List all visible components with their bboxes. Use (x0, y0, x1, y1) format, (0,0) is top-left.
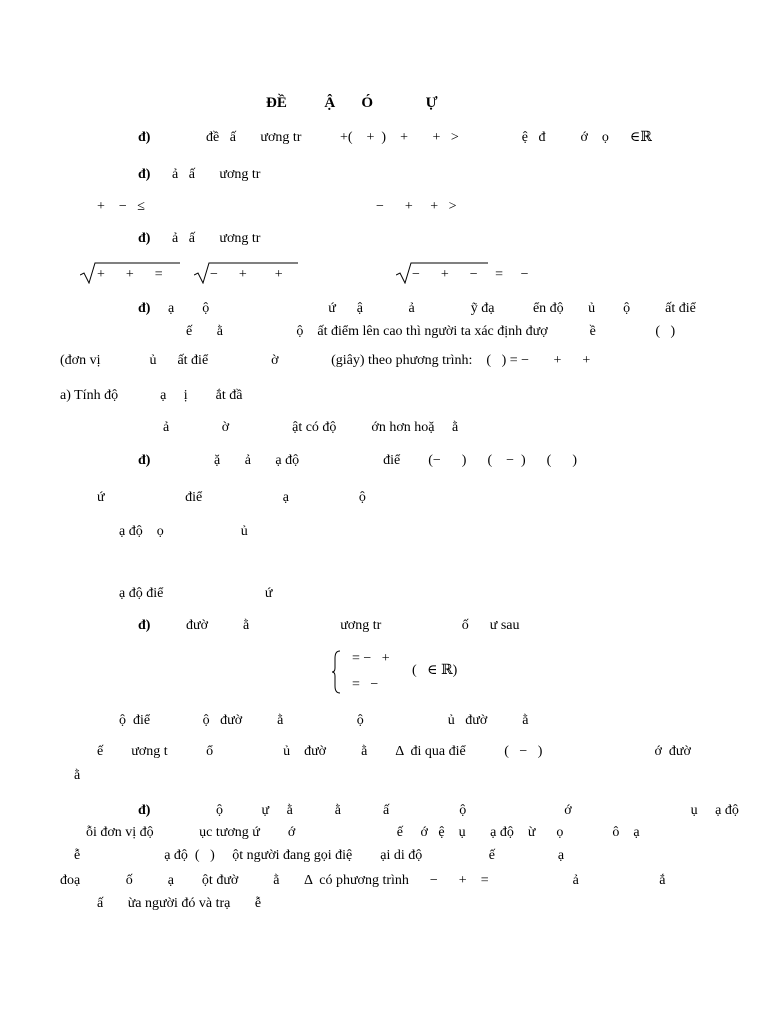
problem-4-text-1: ạ ộ ứ ậ ả ỹ đạ ển độ ủ ộ ất điể (168, 301, 696, 316)
problem-7-text-4: đoạ ố ạ ột đườ ằ Δ có phương trình − + = ả ắ (60, 873, 666, 888)
problem-7-label: đ) (138, 803, 151, 818)
problem-7-text-3: ễ ạ độ ( ) ột người đang gọi điệ ại di độ ế ạ (74, 848, 565, 863)
problem-6-part-a: ộ điể ộ đườ ằ ộ ủ đườ ằ (119, 713, 529, 728)
problem-5-part-b: ạ độ ọ ủ (119, 524, 248, 539)
problem-4-text-2: ế ằ ộ ất điểm lên cao thì người ta xác định đượ ề ( ) (186, 324, 676, 339)
problem-5-text: ặ ả ạ độ điể (− ) ( − ) ( ) (214, 453, 578, 468)
problem-6-part-b-cont: ằ (74, 768, 81, 783)
problem-3-text: ả ấ ương tr (172, 231, 261, 246)
problem-6-text: đườ ằ ương tr ố ư sau (186, 618, 520, 633)
problem-1-label: đ) (138, 130, 151, 145)
problem-5-part-c: ạ độ điể ứ (119, 586, 273, 601)
problem-2-inequalities: + − ≤ − + + > (97, 199, 457, 214)
problem-2-label: đ) (138, 167, 151, 182)
problem-7-text-1: ộ ự ằ ằ ấ ộ ớ ụ ạ độ (216, 803, 739, 818)
problem-1-text: đề ấ ương tr +( + ) + + > ệ đ ớ ọ ∈ℝ (206, 130, 652, 145)
problem-6-label: đ) (138, 618, 151, 633)
problem-4-part-b: ả ờ ật có độ ớn hơn hoặ ằ (163, 420, 459, 435)
exam-title: ĐỀ Ậ Ó Ự (266, 95, 438, 111)
parameter-domain: ( ∈ ℝ) (412, 663, 458, 678)
problem-5-part-a: ứ điể ạ ộ (97, 490, 366, 505)
system-equation-1: = − + (352, 651, 390, 666)
problem-7-text-2: ỗi đơn vị độ ục tương ứ ớ ế ớ ệ ụ ạ độ ừ ọ ô ạ (86, 825, 640, 840)
problem-7-text-5: ấ ừa người đó và trạ ễ (97, 896, 262, 911)
system-equation-2: = − (352, 677, 379, 692)
problem-5-label: đ) (138, 453, 151, 468)
problem-4-part-a: a) Tính độ ạ ị ắt đầ (60, 388, 243, 403)
system-brace (331, 650, 341, 694)
problem-4-text-3: (đơn vị ủ ất điể ờ (giây) theo phương trình: ( ) = − + + (60, 353, 591, 368)
equation-3a-right: − + + (210, 267, 283, 282)
problem-4-label: đ) (138, 301, 151, 316)
problem-3-label: đ) (138, 231, 151, 246)
equation-3b: − + − = − (412, 267, 529, 282)
problem-2-text: ả ấ ương tr (172, 167, 261, 182)
equation-3a-left: + + = (97, 267, 167, 282)
problem-6-part-b: ế ương t ổ ủ đườ ằ Δ đi qua điể ( − ) ớ đườ (97, 744, 691, 759)
